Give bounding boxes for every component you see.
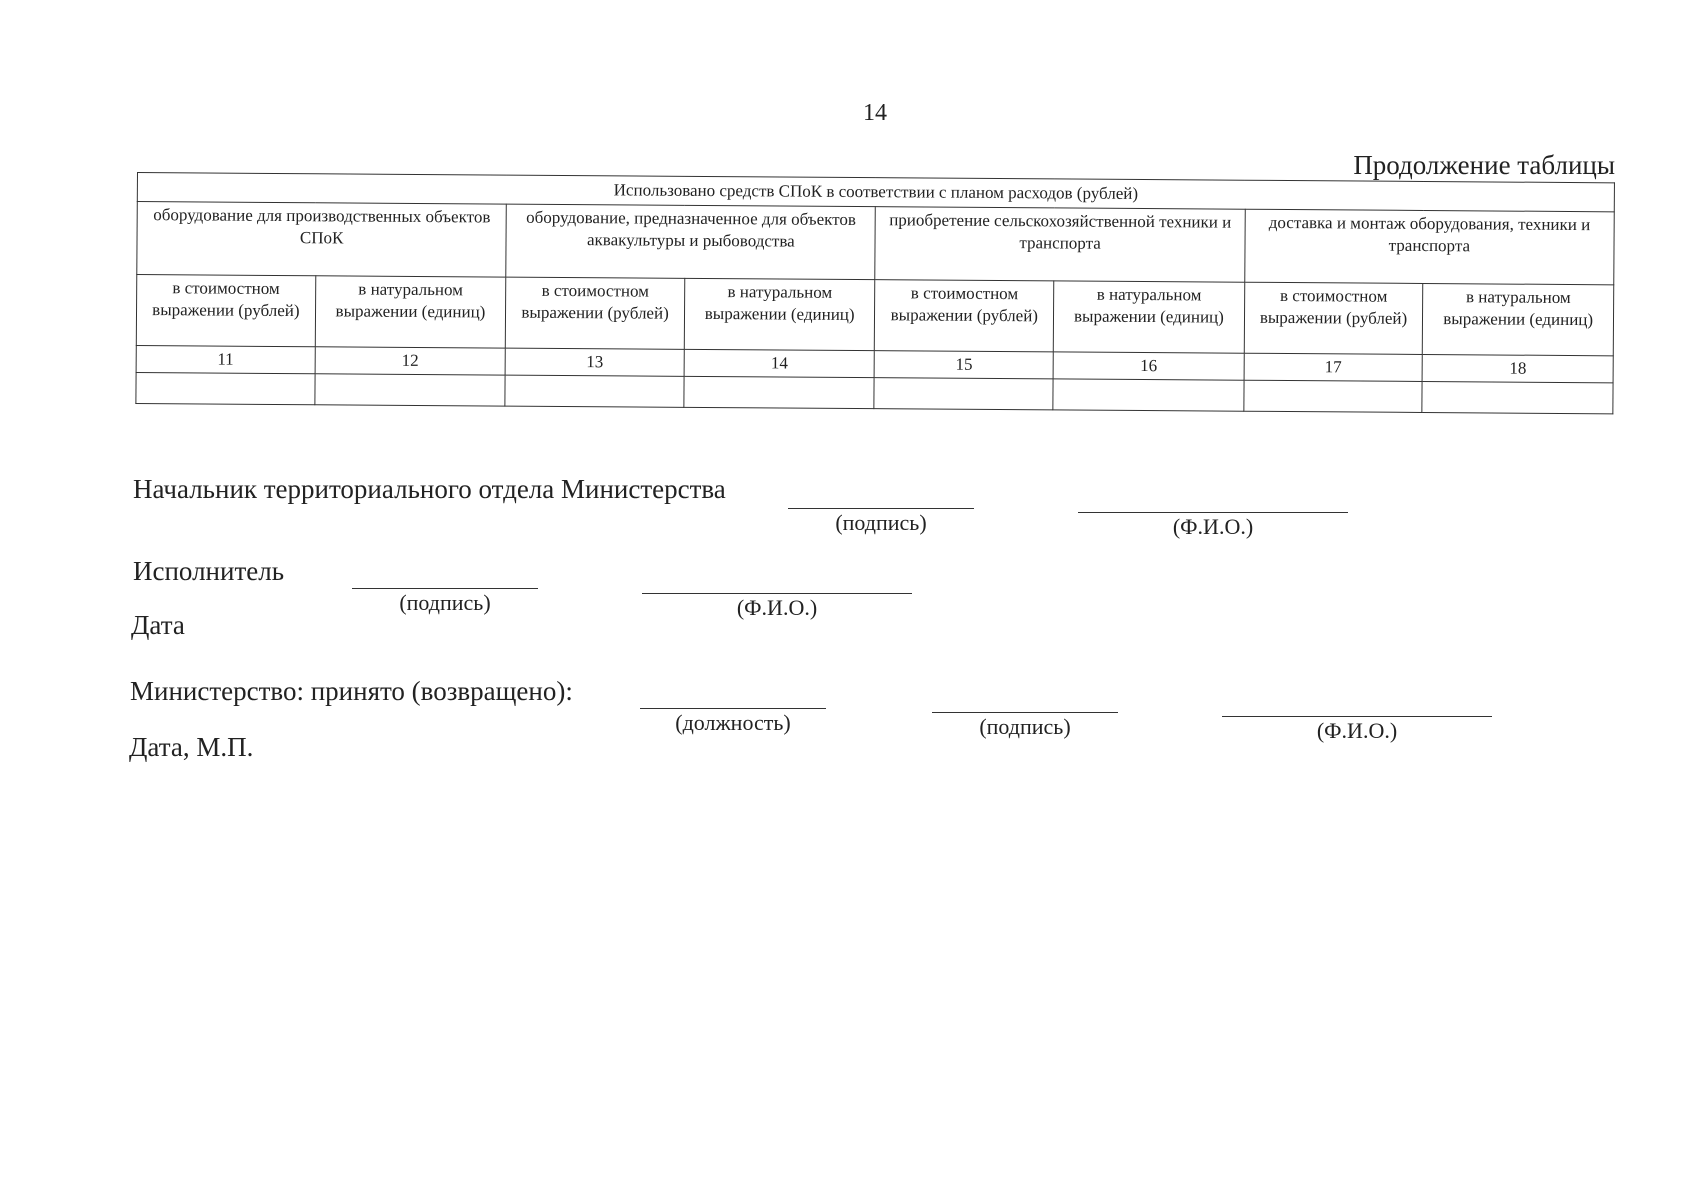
group-header-agricultural-machinery: приобретение сельскохозяйственной техники и транспорта	[875, 207, 1245, 283]
group-header-delivery-installation: доставка и монтаж оборудования, техники и транспорта	[1244, 209, 1614, 285]
subheader-cost-17: в стоимостном выражении (рублей)	[1244, 282, 1423, 354]
column-number: 18	[1422, 354, 1613, 382]
executor-label: Исполнитель	[133, 556, 285, 586]
table-main-header: Использовано средств СПоК в соответствии с планом расходов (рублей)	[137, 173, 1614, 212]
ministry-signature-caption: (подпись)	[979, 714, 1071, 739]
executor-name-line	[642, 593, 912, 594]
column-number: 17	[1244, 353, 1423, 381]
head-signature-caption: (подпись)	[835, 510, 927, 535]
executor-signature-line	[352, 588, 538, 589]
head-name-line	[1078, 512, 1348, 513]
subheader-units-18: в натуральном выражении (единиц)	[1423, 283, 1614, 355]
column-number: 16	[1053, 352, 1244, 380]
subheader-units-16: в натуральном выражении (единиц)	[1053, 281, 1244, 353]
head-signature-line	[788, 508, 974, 509]
ministry-position-caption: (должность)	[675, 710, 791, 735]
page-number: 14	[863, 100, 887, 126]
subheader-cost-11: в стоимостном выражении (рублей)	[136, 275, 315, 347]
subheader-units-12: в натуральном выражении (единиц)	[315, 276, 506, 348]
table-continuation-label: Продолжение таблицы	[1353, 150, 1615, 180]
executor-signature-caption: (подпись)	[399, 590, 491, 615]
column-number: 13	[505, 348, 684, 376]
executor-date-label: Дата	[131, 610, 185, 640]
ministry-position-line	[640, 708, 826, 709]
ministry-label: Министерство: принято (возвращено):	[130, 676, 573, 706]
subheader-units-14: в натуральном выражении (единиц)	[684, 278, 875, 350]
ministry-name-line	[1222, 716, 1492, 717]
head-name-caption: (Ф.И.О.)	[1172, 514, 1254, 539]
ministry-date-label: Дата, М.П.	[129, 732, 254, 762]
subheader-cost-15: в стоимостном выражении (рублей)	[875, 280, 1054, 352]
ministry-signature-line	[932, 712, 1118, 713]
column-number: 12	[315, 347, 506, 375]
executor-name-caption: (Ф.И.О.)	[736, 595, 818, 620]
head-label: Начальник территориального отдела Министерства	[133, 474, 726, 504]
ministry-name-caption: (Ф.И.О.)	[1316, 718, 1398, 743]
group-header-production-equipment: оборудование для производственных объектов СПоК	[137, 202, 507, 278]
column-number: 11	[136, 345, 315, 373]
subheader-cost-13: в стоимостном выражении (рублей)	[506, 277, 685, 349]
column-number: 15	[875, 351, 1054, 379]
column-number: 14	[684, 349, 875, 377]
group-header-aquaculture-equipment: оборудование, предназначенное для объектов аквакультуры и рыбоводства	[506, 204, 876, 280]
